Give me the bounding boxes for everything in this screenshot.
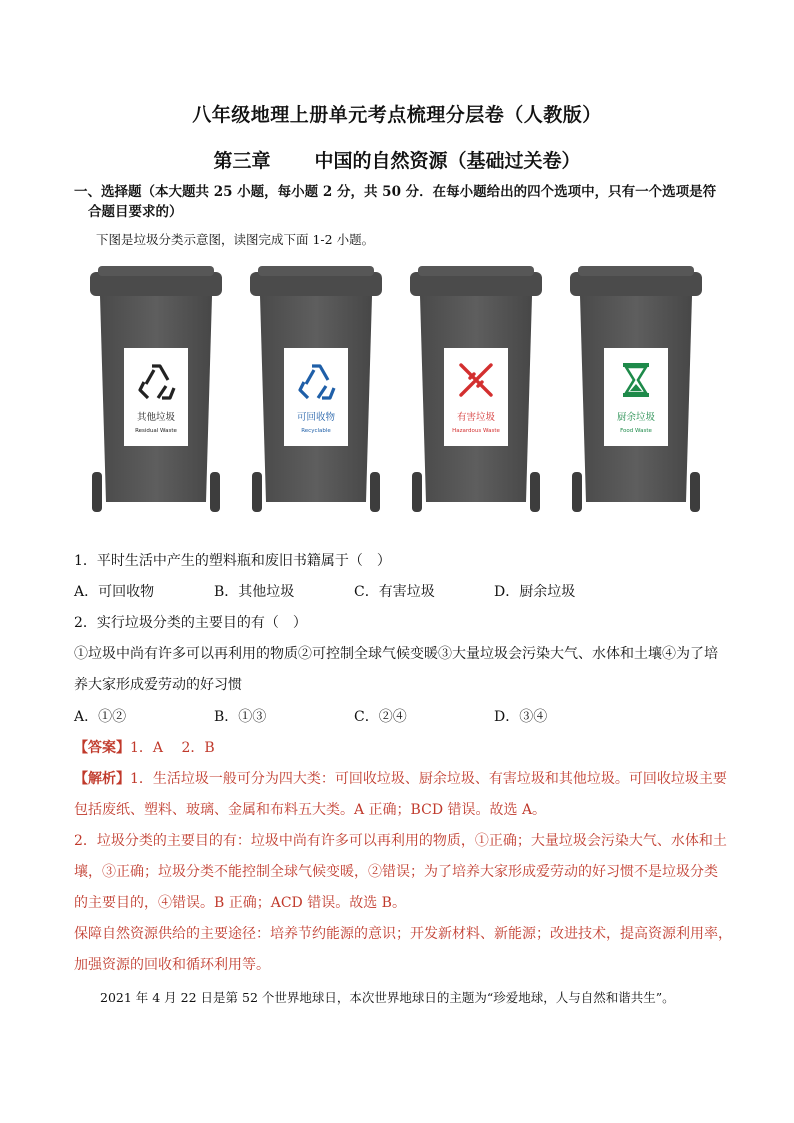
bin-recyclable: [250, 266, 382, 512]
analysis-line-1: [74, 768, 727, 788]
answer-text: 1．A 2．B: [130, 740, 215, 756]
wheel: [370, 472, 380, 512]
bin-label-cn: 有害垃圾: [456, 412, 496, 423]
chapter-number: 第三章: [213, 150, 271, 172]
next-question-intro: 2021 年 4 月 22 日是第 52 个世界地球日，本次世界地球日的主题为“珍爱地球，人与自然和谐共生”。: [100, 990, 675, 1005]
answer-label: 【答案】: [74, 740, 130, 756]
chapter-heading: [0, 146, 794, 173]
wheel: [92, 472, 102, 512]
wheel: [210, 472, 220, 512]
wheel: [690, 472, 700, 512]
wheel: [412, 472, 422, 512]
section-heading: 一、选择题（本大题共 25 小题，每小题 2 分，共 50 分．在每小题给出的四个选项中，只有一个选项是符: [74, 184, 717, 200]
analysis-line-5: 的主要目的，④错误。B 正确；ACD 错误。故选 B。: [74, 895, 406, 911]
bin-label-en: Food Waste: [620, 428, 652, 434]
section-heading-cont: 合题目要求的）: [88, 204, 183, 220]
bin-label-cn: 厨余垃圾: [616, 412, 656, 423]
bin-label-en: Residual Waste: [135, 428, 177, 434]
question-2-options: [74, 706, 724, 726]
analysis-line-4: 壤，③正确；垃圾分类不能控制全球气候变暖，②错误；为了培养大家形成爱劳动的好习惯不是垃圾分类: [74, 864, 718, 880]
wheel: [572, 472, 582, 512]
option-c: C．有害垃圾: [354, 584, 435, 600]
bin-label-cn: 其他垃圾: [136, 412, 176, 423]
bin-label-cn: 可回收物: [296, 412, 336, 423]
analysis-line-7: 加强资源的回收和循环利用等。: [74, 957, 270, 973]
option-d: D．③④: [494, 709, 548, 725]
analysis-line-3: 2．垃圾分类的主要目的有：垃圾中尚有许多可以再利用的物质，①正确；大量垃圾会污染大气、水体和土: [74, 833, 727, 849]
question-1-stem: 1．平时生活中产生的塑料瓶和废旧书籍属于（ ）: [74, 553, 391, 569]
bin-residual: [90, 266, 222, 512]
option-a: A．可回收物: [74, 584, 155, 600]
analysis-line-6: 保障自然资源供给的主要途径：培养节约能源的意识；开发新材料、新能源；改进技术，提高资源利用率，: [74, 926, 732, 942]
wheel: [530, 472, 540, 512]
chapter-title: 中国的自然资源（基础过关卷）: [314, 150, 581, 172]
question-2-stem: 2．实行垃圾分类的主要目的有（ ）: [74, 615, 307, 631]
analysis-label: 【解析】: [74, 771, 130, 787]
option-b: B．其他垃圾: [214, 584, 295, 600]
analysis-text: 1．生活垃圾一般可分为四大类：可回收垃圾、厨余垃圾、有害垃圾和其他垃圾。可回收垃圾主要: [130, 771, 727, 787]
question-2-statements: ①垃圾中尚有许多可以再利用的物质②可控制全球气候变暖③大量垃圾会污染大气、水体和土壤④为了培: [74, 646, 718, 662]
waste-bins-figure: [80, 262, 720, 527]
option-b: B．①③: [214, 709, 267, 725]
answer-line: [74, 737, 724, 757]
bin-label-en: Hazardous Waste: [452, 428, 500, 434]
option-c: C．②④: [354, 709, 407, 725]
bin-food: [570, 266, 702, 512]
bin-hazardous: [410, 266, 542, 512]
analysis-line-2: 包括废纸、塑料、玻璃、金属和布料五大类。A 正确；BCD 错误。故选 A。: [74, 802, 547, 818]
bin-label-en: Recyclable: [301, 428, 331, 434]
question-2-statements-cont: 养大家形成爱劳动的好习惯: [74, 677, 242, 693]
document-title: 八年级地理上册单元考点梳理分层卷（人教版）: [192, 104, 602, 126]
wheel: [252, 472, 262, 512]
figure-intro: 下图是垃圾分类示意图，读图完成下面 1-2 小题。: [96, 232, 375, 247]
option-a: A．①②: [74, 709, 127, 725]
option-d: D．厨余垃圾: [494, 584, 576, 600]
question-1-options: [74, 581, 724, 601]
